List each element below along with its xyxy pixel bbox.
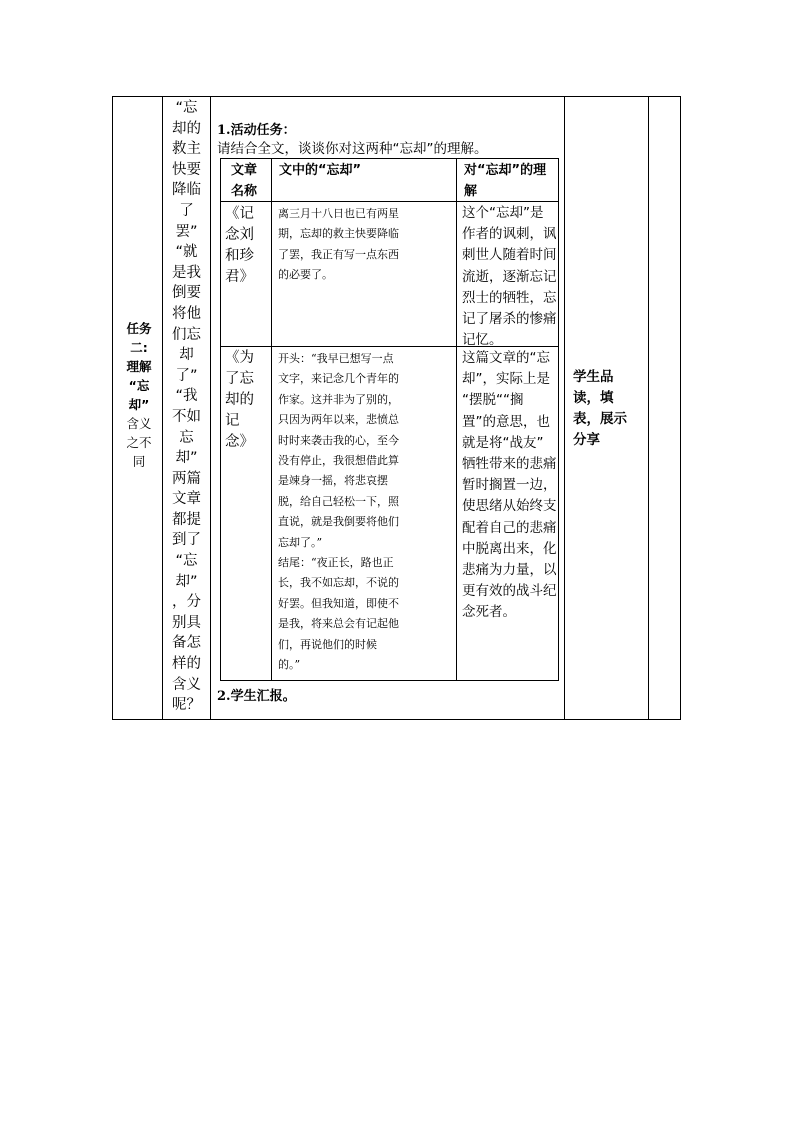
- row2-understanding: [462, 348, 558, 624]
- title-line: 记: [225, 413, 240, 429]
- understanding-line: 作者的讽刺，讽: [462, 226, 557, 243]
- quote-line: 只因为两年以来，悲愤总: [278, 413, 399, 427]
- quote-line: 们，再说他们的时候: [278, 637, 377, 651]
- quote-line: 好罢。但我知道，即使不: [278, 596, 399, 610]
- question-line: 样的: [172, 656, 201, 673]
- column-divider: [210, 97, 211, 719]
- quote-line: 直说，就是我倒要将他们: [278, 515, 399, 529]
- lesson-plan-table: [112, 96, 681, 720]
- header-quote: 文中的“忘却”: [279, 163, 362, 178]
- question-line: 们忘: [172, 326, 201, 343]
- student-activity-line: 读，填: [573, 390, 614, 406]
- column-divider: [564, 97, 565, 719]
- header-text: 名称: [231, 184, 258, 199]
- understanding-line: 却”，实际上是: [462, 371, 550, 388]
- understanding-line: 使思绪从始终支: [462, 498, 557, 515]
- quote-line: 忘却了。”: [278, 535, 323, 549]
- question-line: 却的: [172, 120, 201, 137]
- question-line: 了: [179, 202, 194, 219]
- column-divider: [162, 97, 163, 719]
- student-activity-cell: [573, 367, 627, 451]
- comparison-table: [220, 158, 559, 681]
- quote-line: 的。”: [278, 658, 301, 672]
- understanding-line: 这个“忘却”是: [462, 205, 544, 221]
- title-line: 君》: [225, 269, 254, 285]
- understanding-line: 记忆。: [462, 332, 503, 349]
- understanding-line: 牺牲带来的悲痛: [462, 456, 557, 473]
- student-activity-line: 学生品: [573, 369, 614, 385]
- quote-line: 脱，给自己轻松一下，照: [278, 494, 399, 508]
- task-line: 含义: [126, 416, 152, 431]
- task-line: 却”: [128, 397, 150, 412]
- question-line: 救主: [172, 141, 201, 158]
- student-activity-line: 分享: [573, 432, 600, 448]
- question-line: “就: [175, 244, 198, 261]
- quote-line: 长，我不如忘却，不说的: [278, 576, 399, 590]
- question-line: 是我: [172, 264, 201, 281]
- question-line: 不如: [172, 408, 201, 425]
- header-article-title: [231, 160, 257, 202]
- question-line: 都提: [172, 511, 201, 528]
- understanding-line: 念死者。: [462, 604, 516, 621]
- understanding-line: “摆脱““搁: [462, 392, 524, 409]
- activity-instruction: 请结合全文，谈谈你对这两种“忘却”的理解。: [217, 141, 488, 157]
- quote-line: 是竦身一摇，将悲哀摆: [278, 474, 388, 488]
- understanding-line: 配着自己的悲痛: [462, 519, 557, 536]
- question-line: 了”: [175, 367, 198, 384]
- task-line: 任务: [126, 321, 152, 336]
- title-line: 《为: [225, 350, 254, 366]
- quote-line: 没有停止，我很想借此算: [278, 454, 399, 468]
- understanding-line: 悲痛为力量，以: [462, 562, 557, 579]
- header-text: 解: [464, 184, 478, 199]
- question-line: 却”: [175, 450, 198, 467]
- quote-line: 是我，将来总会有记起他: [278, 617, 399, 631]
- task-name-cell: [121, 319, 157, 471]
- quote-line: 期，忘却的救主快要降临: [278, 227, 399, 241]
- row2-article-title: [225, 348, 267, 453]
- quote-line: 了罢，我正有写一点东西: [278, 247, 399, 261]
- row1-quote: [278, 204, 402, 286]
- question-line: 别具: [172, 614, 201, 631]
- question-line: 却: [179, 347, 194, 364]
- task-line: 二:: [130, 340, 148, 355]
- activity-heading: 1.活动任务：: [217, 123, 296, 138]
- student-activity-line: 表，展示: [573, 411, 627, 427]
- row2-quote: [278, 349, 402, 676]
- understanding-line: 中脱离出来，化: [462, 540, 557, 557]
- header-text: 文章: [231, 163, 258, 178]
- task-line: 之不: [126, 435, 152, 450]
- question-line: 两篇: [172, 470, 201, 487]
- quote-line: 的必要了。: [278, 268, 333, 282]
- understanding-line: 置”的意思，也: [462, 413, 550, 430]
- question-line: 将他: [172, 305, 201, 322]
- understanding-line: 流逝，逐渐忘记: [462, 268, 557, 285]
- understanding-line: 刺世人随着时间: [462, 247, 557, 264]
- row1-understanding: [462, 203, 558, 351]
- understanding-line: 这篇文章的“忘: [462, 350, 550, 366]
- task-line: 理解: [126, 359, 152, 374]
- question-cell: [164, 98, 209, 716]
- question-line: “我: [175, 388, 198, 405]
- column-divider: [648, 97, 649, 719]
- task-line: “忘: [128, 378, 150, 393]
- question-line: “忘: [175, 553, 198, 570]
- title-line: 念刘: [225, 227, 254, 243]
- question-line: 文章: [172, 491, 201, 508]
- question-line: 罢”: [175, 223, 198, 240]
- quote-line: 时时来袭击我的心，至今: [278, 433, 399, 447]
- table-divider: [271, 159, 272, 680]
- title-line: 和珍: [225, 248, 254, 264]
- quote-line: 作家。这并非为了别的，: [278, 392, 399, 406]
- title-line: 却的: [225, 392, 254, 408]
- row1-article-title: [225, 204, 267, 288]
- question-line: “忘: [175, 100, 198, 116]
- question-line: 含义: [172, 676, 201, 693]
- header-understanding: [464, 160, 546, 202]
- title-line: 《记: [225, 206, 254, 222]
- question-line: 呢？: [172, 697, 201, 714]
- question-line: 降临: [172, 182, 201, 199]
- title-line: 了忘: [225, 371, 254, 387]
- table-divider: [456, 159, 457, 680]
- question-line: 到了: [172, 532, 201, 549]
- quote-line: 开头：“我早已想写一点: [278, 352, 394, 365]
- question-line: 备怎: [172, 635, 201, 652]
- understanding-line: 记了屠杀的惨痛: [462, 311, 557, 328]
- task-line: 同: [132, 454, 146, 469]
- quote-line: 离三月十八日也已有两星: [278, 207, 399, 220]
- question-line: 快要: [172, 161, 201, 178]
- understanding-line: 暂时搁置一边，: [462, 477, 557, 494]
- question-line: ，分: [172, 594, 201, 611]
- title-line: 念》: [225, 434, 254, 450]
- question-line: 忘: [179, 429, 194, 446]
- understanding-line: 更有效的战斗纪: [462, 583, 557, 600]
- quote-line: 文字，来记念几个青年的: [278, 372, 399, 386]
- understanding-line: 烈士的牺牲，忘: [462, 289, 557, 306]
- student-report-heading: 2.学生汇报。: [217, 689, 296, 704]
- understanding-line: 就是将“战友”: [462, 434, 544, 451]
- header-text: 对“忘却”的理: [464, 163, 547, 178]
- question-line: 却”: [175, 573, 198, 590]
- quote-line: 结尾：“夜正长，路也正: [278, 556, 394, 570]
- question-line: 倒要: [172, 285, 201, 302]
